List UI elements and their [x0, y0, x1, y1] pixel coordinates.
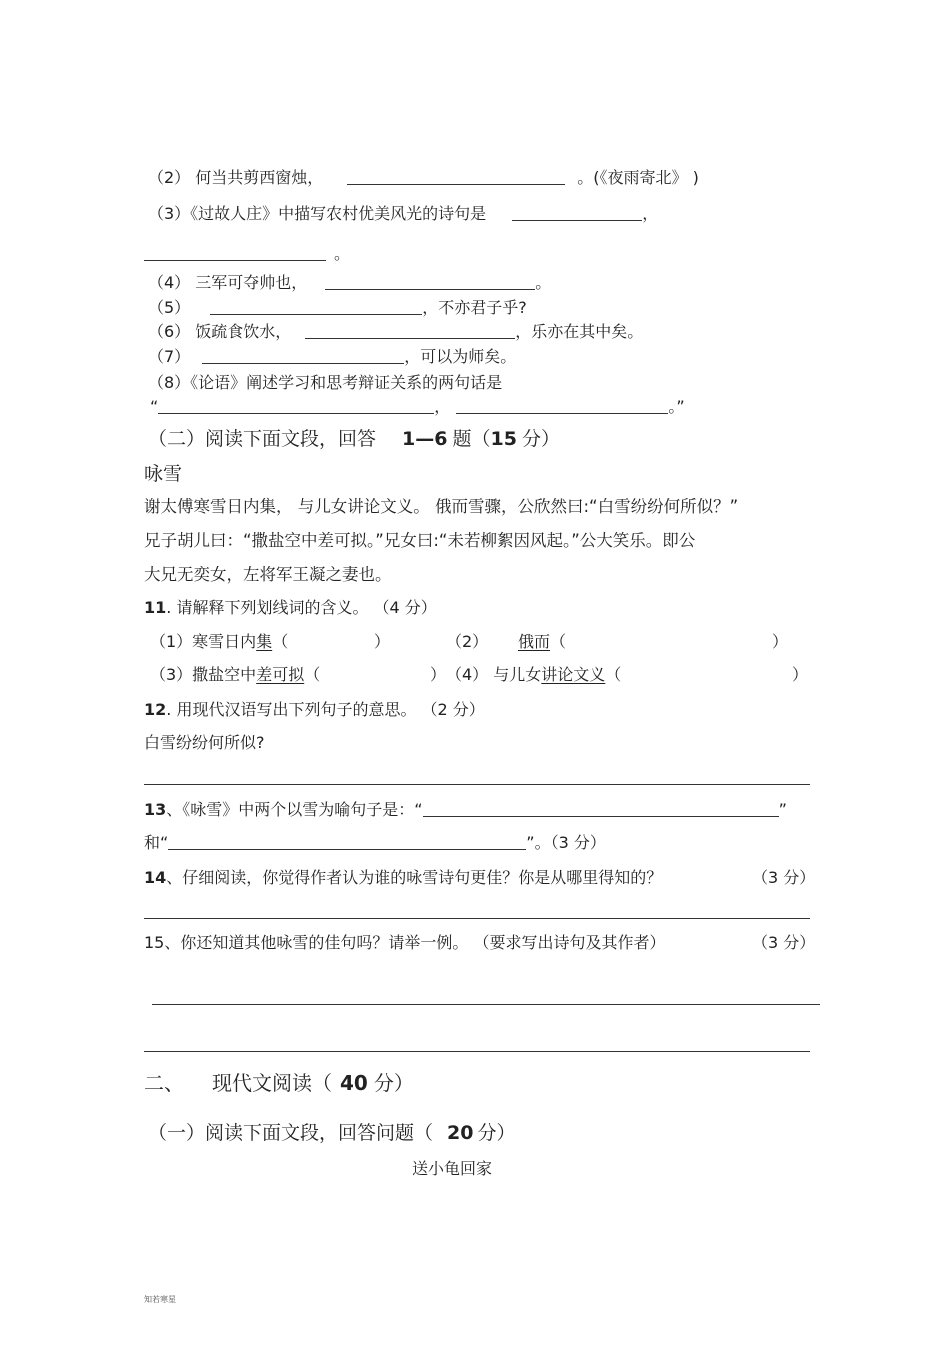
q15-answer-line-2[interactable]: [144, 1051, 810, 1052]
q11-a2-open: （: [550, 632, 567, 651]
q11-a2-word: 俄而: [518, 632, 551, 651]
q11-a2-label: （2）: [446, 632, 489, 651]
passage-line: 大兄无奕女，左将军王凝之妻也。: [144, 565, 392, 584]
poem-title: 咏雪: [144, 463, 183, 485]
q14-text: 、仔细阅读，你觉得作者认为谁的咏雪诗句更佳？你是从哪里得知的？: [166, 868, 663, 887]
q13-blank-1[interactable]: [423, 800, 779, 817]
q11-number: 11: [144, 598, 167, 617]
q13-text: 、《咏雪》中两个以雪为喻句子是：“: [166, 800, 423, 819]
q6-line: [148, 322, 643, 342]
q13-line-2: [144, 833, 606, 853]
q13-he: 和“: [144, 833, 169, 852]
passage-line: 谢太傅寒雪日内集， 与儿女讲论文义。 俄而雪骤，公欣然曰:“白雪纷纷何所似？”: [144, 497, 739, 516]
q13-number: 13: [144, 800, 167, 819]
q14-answer-line[interactable]: [144, 918, 810, 919]
q11-a3-word: 差可拟: [256, 665, 305, 684]
part2-prefix: 二、: [144, 1071, 184, 1095]
q3-line: [148, 204, 658, 224]
q3-comma: ，: [642, 204, 659, 223]
q8-blank-1[interactable]: [158, 397, 434, 414]
q3-prefix: （3）《过故人庄》中描写农村优美风光的诗句是: [148, 204, 487, 223]
q4-blank[interactable]: [325, 273, 535, 290]
q2-prefix: （2） 何当共剪西窗烛，: [148, 168, 324, 187]
q5-blank[interactable]: [210, 298, 422, 315]
section-b-score: 15: [490, 428, 517, 450]
q11-item-2: [518, 632, 566, 652]
q13-line: [144, 800, 787, 820]
q6-prefix: （6） 饭疏食饮水，: [148, 322, 292, 341]
q15-answer-line[interactable]: [152, 1004, 820, 1005]
q11-a1-close: ）: [374, 632, 391, 651]
q2-line: [148, 168, 699, 188]
q5-suffix: ，不亦君子乎?: [422, 298, 527, 317]
q11-a4-close: ）: [792, 665, 809, 684]
q14-score: （3 分）: [752, 868, 816, 887]
q11-item-4: [446, 665, 621, 685]
q8-line: [148, 373, 502, 393]
q11-a3-close: ）: [430, 665, 447, 684]
q7-line: [148, 347, 516, 367]
part2-text: 现代文阅读（: [212, 1071, 332, 1095]
part2-score: 40: [340, 1071, 368, 1095]
q7-prefix: （7）: [148, 347, 191, 366]
part2-1-heading: [148, 1121, 515, 1145]
q5-line: [148, 298, 527, 318]
q2-blank[interactable]: [347, 168, 565, 185]
q8-comma: ，: [434, 397, 451, 416]
q4-line: [148, 273, 551, 293]
passage-line: 兄子胡儿曰：“撒盐空中差可拟。”兄女曰:“未若柳絮因风起。”公大笑乐。即公: [144, 531, 696, 550]
q11-item-3: [150, 665, 320, 685]
story-title: 送小龟回家: [412, 1159, 493, 1178]
q2-suffix: 。(《夜雨寄北》 ): [577, 168, 699, 187]
q6-suffix: ，乐亦在其中矣。: [515, 322, 644, 341]
q3-blank-1[interactable]: [512, 204, 642, 221]
q15-line: 15、你还知道其他咏雪的佳句吗？请举一例。 （要求写出诗句及其作者）: [144, 933, 666, 952]
q14-line: [144, 868, 662, 888]
q4-end: 。: [535, 273, 552, 292]
q3-end: 。: [334, 244, 351, 263]
section-b-ti: 题（: [452, 428, 491, 450]
q5-prefix: （5）: [148, 298, 191, 317]
q8-blank-2[interactable]: [456, 397, 668, 414]
q3-blank-2[interactable]: [144, 244, 326, 261]
q11-a3-open: （: [304, 665, 321, 684]
q11-heading: [144, 598, 437, 618]
q3-line-2: [144, 244, 350, 264]
q11-a4-word: 讲论文义: [541, 665, 606, 684]
section-b-heading: [148, 427, 560, 451]
part2-heading: [144, 1071, 414, 1095]
q15-score: （3 分）: [752, 933, 816, 952]
q12-text: . 用现代汉语写出下列句子的意思。 （2 分）: [166, 700, 485, 719]
q12-number: 12: [144, 700, 167, 719]
q11-item-1: [150, 632, 288, 652]
q8-open: “: [150, 397, 159, 416]
q8-text: （8）《论语》阐述学习和思考辩证关系的两句话是: [148, 373, 503, 392]
q6-blank[interactable]: [305, 322, 515, 339]
part2-1-score: 20: [447, 1122, 474, 1144]
q11-a4-label: （4） 与儿女: [446, 665, 542, 684]
q11-a1-word: 集: [256, 632, 273, 651]
q7-blank[interactable]: [202, 347, 404, 364]
q13-end: ”。（3 分）: [526, 833, 606, 852]
q11-a3-label: （3）撒盐空中: [150, 665, 257, 684]
q4-prefix: （4） 三军可夺帅也，: [148, 273, 308, 292]
part2-end: 分）: [373, 1071, 414, 1095]
q11-a1-open: （: [272, 632, 289, 651]
q7-suffix: ，可以为师矣。: [404, 347, 517, 366]
section-b-range: 1—6: [402, 428, 448, 450]
q8-line-2: [150, 397, 685, 417]
q11-a2-close: ）: [772, 632, 789, 651]
section-b-end: 分）: [521, 428, 560, 450]
q12-answer-line[interactable]: [144, 784, 810, 785]
part2-1-end: 分）: [477, 1122, 516, 1144]
q8-close: 。”: [668, 397, 685, 416]
q11-a1-label: （1）寒雪日内: [150, 632, 257, 651]
q13-blank-2[interactable]: [168, 833, 526, 850]
q12-sentence: 白雪纷纷何所似?: [144, 733, 265, 752]
q11-a4-open: （: [605, 665, 622, 684]
section-b-prefix: （二）阅读下面文段，回答: [148, 428, 377, 450]
q11-text: . 请解释下列划线词的含义。 （4 分）: [166, 598, 437, 617]
q14-number: 14: [144, 868, 167, 887]
part2-1-prefix: （一）阅读下面文段，回答问题（: [148, 1122, 434, 1144]
q13-close-1: ”: [778, 800, 787, 819]
q12-heading: [144, 700, 485, 720]
footer-text: 知若寒星: [144, 1295, 176, 1304]
